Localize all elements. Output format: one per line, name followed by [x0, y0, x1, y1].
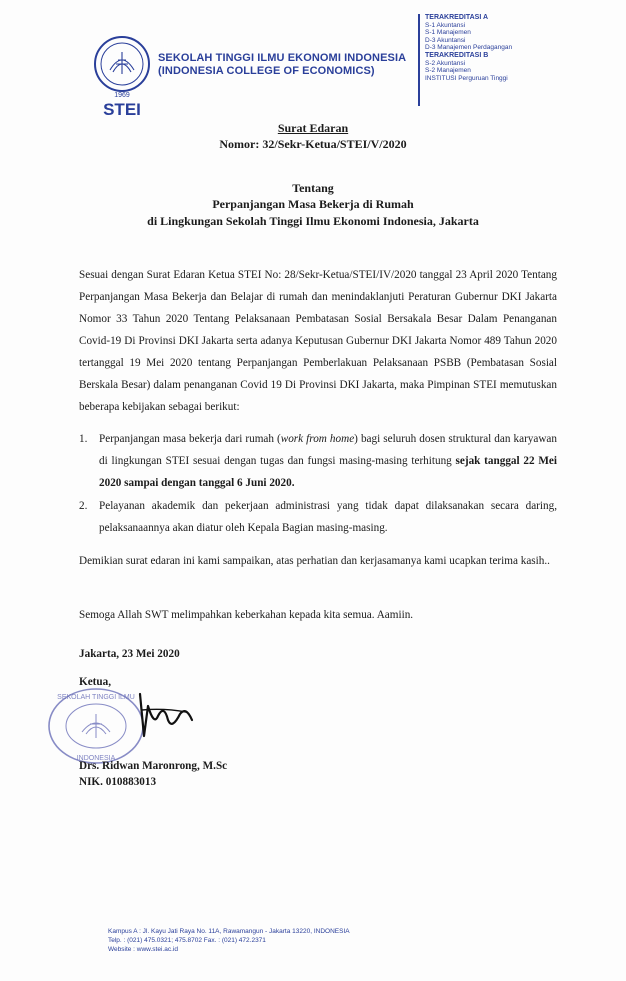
- signer-role: Ketua,: [79, 676, 112, 688]
- seal-text-bottom: INDONESIA: [76, 755, 116, 762]
- signer-name: Drs. Ridwan Maronrong, M.Sc: [79, 760, 228, 772]
- stei-logo: [88, 34, 156, 120]
- list-item: [79, 428, 557, 494]
- accreditation-item: INSTITUSI Perguruan Tinggi: [425, 74, 508, 82]
- institution-seal: [46, 686, 146, 766]
- footer-contact: [108, 927, 350, 954]
- accreditation-item: S-2 Manajemen: [425, 67, 471, 75]
- institution-name-id: SEKOLAH TINGGI ILMU EKONOMI INDONESIA: [158, 52, 407, 64]
- footer-website: Website : www.stei.ac.id: [108, 946, 178, 953]
- list-item: [79, 495, 557, 539]
- seal-text-top: SEKOLAH TINGGI ILMU: [57, 694, 135, 701]
- logo-text: STEI: [103, 100, 141, 119]
- list-number: 1.: [79, 433, 88, 445]
- accreditation-item: D-3 Akuntansi: [425, 36, 466, 44]
- accreditation-head: TERAKREDITASI B: [425, 51, 489, 59]
- accreditation-item: S-1 Manajemen: [425, 29, 471, 37]
- list-number: 2.: [79, 500, 88, 512]
- accreditation-item: S-1 Akuntansi: [425, 21, 466, 29]
- letter-number: Nomor: 32/Sekr-Ketua/STEI/V/2020: [219, 137, 407, 151]
- accreditation-head: TERAKREDITASI A: [425, 14, 488, 21]
- accreditation-item: S-2 Akuntansi: [425, 59, 466, 67]
- closing-paragraph: Demikian surat edaran ini kami sampaikan, atas perhatian dan kerjasamanya kami ucapkan terima kasih..: [79, 555, 550, 567]
- signer-nik: NIK. 010883013: [79, 776, 157, 788]
- prayer-line: Semoga Allah SWT melimpahkan keberkahan kepada kita semua. Aamiin.: [79, 609, 414, 621]
- about-line-1: Perpanjangan Masa Bekerja di Rumah: [212, 197, 414, 211]
- header-divider: [418, 14, 420, 106]
- about-label: Tentang: [292, 181, 334, 195]
- point1-bold: sejak tanggal 22 Mei 2020 sampai dengan tanggal 6 Juni 2020.: [99, 455, 557, 489]
- intro-paragraph: Sesuai dengan Surat Edaran Ketua STEI No: 28/Sekr-Ketua/STEI/IV/2020 tanggal 23 April 2020 Tentang Perpanjangan Masa Bekerja dan Belajar di rumah dan menindaklanjuti Peraturan Gubernur DKI Jakarta Nomor 33 Tahun 2020 Tentang Pelaksanaan Pembatasan Sosial Bersakala Besar Dalam Penanganan Covid-19 Di Provinsi DKI Jakarta serta adanya Keputusan Gubernur DKI Jakarta Nomor 489 Tahun 2020 tertanggal 19 Mei 2020 tentang Perpanjangan Pemberlakuan Pelaksanaan PSBB (Pembatasan Sosial Berskala Besar) dalam penanganan Covid 19 Di Provinsi DKI Jakarta, maka Pimpinan STEI memutuskan beberapa kebijakan sebagai berikut:: [79, 269, 557, 413]
- institution-name-en: (INDONESIA COLLEGE OF ECONOMICS): [158, 65, 375, 77]
- point1-text-b: ) bagi seluruh dosen struktural dan karyawan di lingkungan STEI sesuai dengan tugas dan fungsi masing-masing terhitung: [99, 433, 557, 467]
- footer-phone: Telp. : (021) 475.0321; 475.8702 Fax. : (021) 472.2371: [108, 937, 266, 944]
- point1-italic: work from home: [280, 433, 355, 445]
- accreditation-item: D-3 Manajemen Perdagangan: [425, 44, 513, 52]
- point1-text-a: Perpanjangan masa bekerja dari rumah (: [99, 433, 281, 445]
- handwritten-signature: [134, 686, 196, 742]
- letter-title: Surat Edaran: [277, 121, 349, 135]
- point2-text: Pelayanan akademik dan pekerjaan administrasi yang tidak dapat dilaksanakan secara daring, pelaksanaannya akan diatur oleh Kepala Bagian masing-masing.: [99, 500, 557, 534]
- institution-name: [158, 52, 406, 78]
- about-line-2: di Lingkungan Sekolah Tinggi Ilmu Ekonomi Indonesia, Jakarta: [147, 214, 479, 228]
- accreditation-list: [425, 14, 575, 82]
- footer-address: Kampus A : Jl. Kayu Jati Raya No. 11A, Rawamangun - Jakarta 13220, INDONESIA: [108, 928, 350, 935]
- place-date: Jakarta, 23 Mei 2020: [79, 648, 180, 660]
- logo-year: 1969: [114, 92, 130, 99]
